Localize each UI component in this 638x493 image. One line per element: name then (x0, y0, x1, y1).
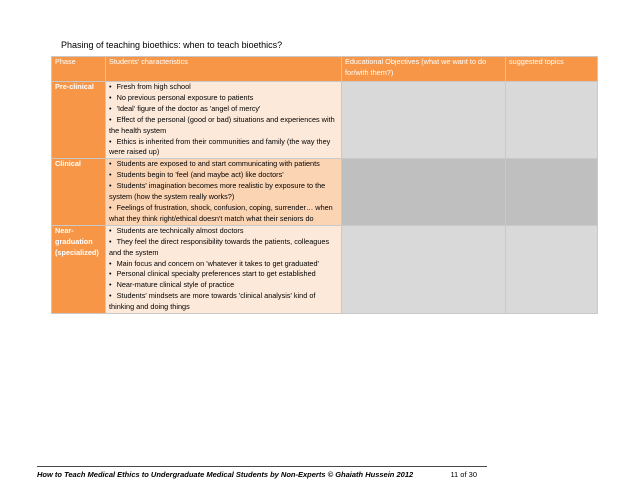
objectives-cell (342, 82, 506, 159)
header-phase: Phase (52, 57, 106, 82)
list-item-text: No previous personal exposure to patients (116, 92, 254, 102)
list-item (109, 115, 338, 137)
header-students-characteristics: Students' characteristics (106, 57, 342, 82)
topics-cell (506, 159, 598, 225)
phase-cell: Pre-clinical (52, 82, 106, 159)
list-item (109, 104, 338, 115)
list-item (109, 280, 338, 291)
objectives-cell (342, 159, 506, 225)
page-number: 11 of 30 (450, 470, 477, 479)
list-item (109, 181, 338, 203)
bullet-icon: • (109, 103, 112, 113)
list-item-text: Students begin to 'feel (and maybe act) like doctors' (116, 170, 284, 180)
table-row-clinical (52, 159, 598, 225)
list-item-text: Main focus and concern on 'whatever it takes to get graduated' (116, 258, 319, 268)
list-item (109, 93, 338, 104)
bullet-icon: • (109, 269, 112, 279)
list-item (109, 269, 338, 280)
phase-cell: Clinical (52, 159, 106, 225)
list-item (109, 159, 338, 170)
bullet-icon: • (109, 82, 112, 91)
characteristics-cell (106, 225, 342, 313)
characteristics-cell (106, 82, 342, 159)
list-item-text: Fresh from high school (116, 82, 191, 91)
list-item (109, 259, 338, 270)
bullet-icon: • (109, 159, 112, 169)
bullet-icon: • (109, 136, 112, 146)
list-item-text: Students' imagination becomes more realistic by exposure to the system (how the system really works?) (109, 181, 326, 202)
bullet-icon: • (109, 92, 112, 102)
topics-cell (506, 225, 598, 313)
characteristics-cell (106, 159, 342, 225)
list-item-text: Students are technically almost doctors (116, 225, 244, 235)
table-header-row (52, 57, 598, 82)
list-item (109, 226, 338, 237)
list-item-text: Near-mature clinical style of practice (116, 280, 235, 290)
bullet-icon: • (109, 202, 112, 212)
table-row-near-graduation (52, 225, 598, 313)
table-row-pre-clinical (52, 82, 598, 159)
objectives-cell (342, 225, 506, 313)
list-item-text: They feel the direct responsibility towards the patients, colleagues and the system (109, 236, 330, 257)
bullet-icon: • (109, 181, 112, 191)
bullet-icon: • (109, 291, 112, 301)
bioethics-phasing-table (51, 56, 598, 314)
list-item-text: Ethics is inherited from their communities and family (the way they were raised up) (109, 136, 331, 157)
bullet-icon: • (109, 236, 112, 246)
list-item (109, 170, 338, 181)
phase-cell: Near-graduation (specialized) (52, 225, 106, 313)
list-item-text: Effect of the personal (good or bad) situations and experiences with the health system (109, 114, 335, 135)
page-heading: Phasing of teaching bioethics: when to teach bioethics? (61, 40, 283, 50)
footer-divider (37, 466, 487, 467)
list-item-text: Students' mindsets are more towards 'clinical analysis' kind of thinking and doing things (109, 291, 316, 312)
bullet-icon: • (109, 170, 112, 180)
bullet-icon: • (109, 258, 112, 268)
header-suggested-topics: suggested topics (506, 57, 598, 82)
list-item-text: Feelings of frustration, shock, confusion, coping, surrender… when what they think right/ethical doesn't match what their seniors do (109, 202, 333, 223)
list-item (109, 137, 338, 159)
bullet-icon: • (109, 225, 112, 235)
page-footer (37, 470, 477, 480)
header-educational-objectives: Educational Objectives (what we want to do for/with them?) (342, 57, 506, 82)
list-item (109, 203, 338, 225)
list-item (109, 82, 338, 93)
list-item (109, 237, 338, 259)
list-item-text: Personal clinical specialty preferences start to get established (116, 269, 316, 279)
topics-cell (506, 82, 598, 159)
list-item-text: Students are exposed to and start communicating with patients (116, 159, 320, 169)
list-item (109, 291, 338, 313)
bullet-icon: • (109, 280, 112, 290)
footer-text: How to Teach Medical Ethics to Undergraduate Medical Students by Non-Experts © Ghaiath Hussein 2012 (37, 470, 414, 479)
bullet-icon: • (109, 114, 112, 124)
list-item-text: 'Ideal' figure of the doctor as 'angel of mercy' (116, 103, 261, 113)
